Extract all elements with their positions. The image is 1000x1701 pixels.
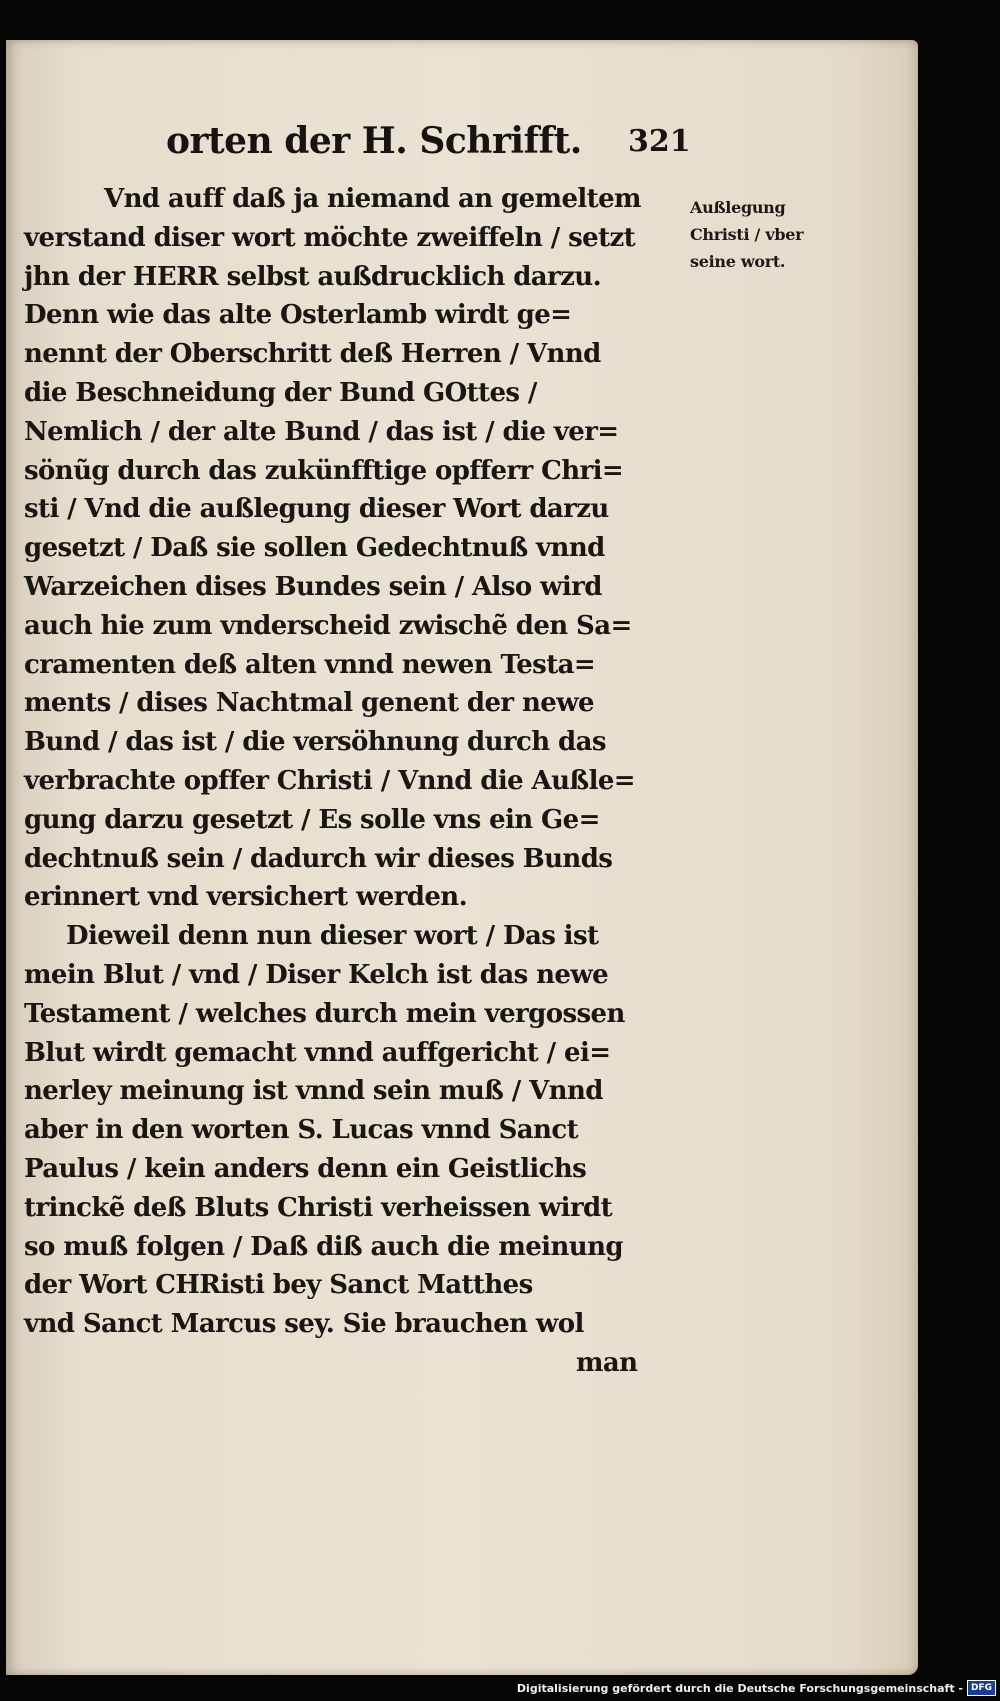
- text-line: sti / Vnd die außlegung dieser Wort darzu: [24, 494, 609, 525]
- text-line: verbrachte opffer Christi / Vnnd die Außle=: [24, 765, 635, 796]
- text-line: Testament / welches durch mein vergossen: [24, 998, 625, 1029]
- book-page: [6, 40, 918, 1675]
- text-line: erinnert vnd versichert werden.: [24, 882, 468, 913]
- text-line: Blut wirdt gemacht vnnd auffgericht / ei=: [24, 1037, 611, 1068]
- text-line: Paulus / kein anders denn ein Geistlichs: [24, 1153, 587, 1184]
- text-line: verstand diser wort möchte zweiffeln / setzt: [24, 222, 636, 253]
- text-line: aber in den worten S. Lucas vnnd Sanct: [24, 1115, 578, 1146]
- page-header: [166, 120, 691, 172]
- text-line: Dieweil denn nun dieser wort / Das ist: [66, 921, 599, 952]
- text-line: der Wort CHRisti bey Sanct Matthes: [24, 1270, 533, 1301]
- page-number: 321: [628, 124, 691, 159]
- text-line: die Beschneidung der Bund GOttes /: [24, 377, 537, 408]
- text-line: nennt der Oberschritt deß Herren / Vnnd: [24, 339, 601, 370]
- dfg-logo: DFG: [967, 1680, 996, 1696]
- text-line: auch hie zum vnderscheid zwischẽ den Sa=: [24, 610, 632, 641]
- text-line: cramenten deß alten vnnd newen Testa=: [24, 649, 596, 680]
- text-line: Vnd auff daß ja niemand an gemeltem: [104, 184, 641, 214]
- text-line: so muß folgen / Daß diß auch die meinung: [24, 1231, 623, 1262]
- digitization-credit: [517, 1679, 996, 1697]
- marginal-note-line: Christi / vber: [690, 225, 804, 244]
- credit-text: Digitalisierung gefördert durch die Deutsche Forschungsgemeinschaft -: [516, 1681, 963, 1695]
- marginal-note: [690, 194, 840, 275]
- catchword: man: [576, 1347, 638, 1378]
- text-line: gung darzu gesetzt / Es solle vns ein Ge=: [24, 804, 600, 835]
- text-line: sönũg durch das zukünfftige opfferr Chri=: [24, 455, 624, 486]
- marginal-note-line: seine wort.: [690, 252, 786, 271]
- text-line: Nemlich / der alte Bund / das ist / die ver=: [24, 416, 619, 447]
- body-text: [24, 180, 674, 1383]
- text-line: vnd Sanct Marcus sey. Sie brauchen wol: [24, 1309, 584, 1340]
- text-line: nerley meinung ist vnnd sein muß / Vnnd: [24, 1076, 603, 1107]
- marginal-note-line: Außlegung: [690, 198, 786, 217]
- text-line: ments / dises Nachtmal genent der newe: [24, 688, 594, 719]
- text-line: gesetzt / Daß sie sollen Gedechtnuß vnnd: [24, 533, 605, 564]
- text-line: Denn wie das alte Osterlamb wirdt ge=: [24, 300, 572, 331]
- text-line: trinckẽ deß Bluts Christi verheissen wirdt: [24, 1192, 613, 1223]
- text-line: dechtnuß sein / dadurch wir dieses Bunds: [24, 843, 613, 874]
- text-line: jhn der HERR selbst außdrucklich darzu.: [24, 261, 602, 292]
- text-line: Bund / das ist / die versöhnung durch das: [24, 727, 606, 758]
- text-line: mein Blut / vnd / Diser Kelch ist das newe: [24, 959, 609, 990]
- running-title: orten der H. Schrifft.: [166, 120, 582, 162]
- text-line: Warzeichen dises Bundes sein / Also wird: [24, 571, 602, 602]
